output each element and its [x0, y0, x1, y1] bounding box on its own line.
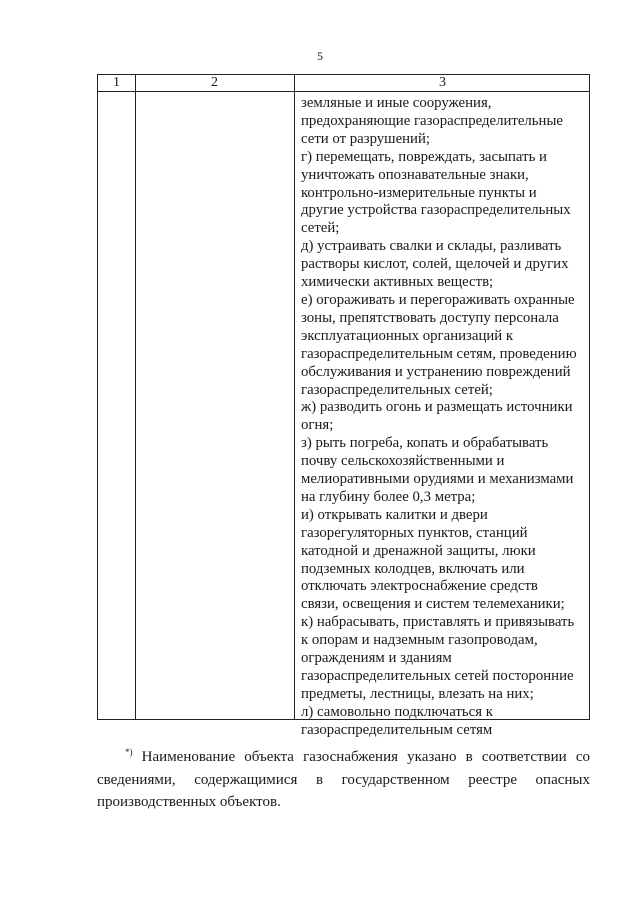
footnote-line-2: сведениями, содержащимися в государственном реестре опасных — [97, 771, 590, 788]
table-text-line: е) огораживать и перегораживать охранные — [301, 291, 575, 308]
footnote-line-3: производственных объектов. — [97, 794, 281, 810]
table-header-row — [98, 75, 589, 92]
table-text-line: к опорам и надземным газопроводам, — [301, 632, 538, 649]
table-text-line: зоны, препятствовать доступу персонала — [301, 309, 559, 326]
table-text-line: уничтожать опознавательные знаки, — [301, 166, 529, 183]
table-text-line: огня; — [301, 417, 334, 434]
table-text-line: катодной и дренажной защиты, люки — [301, 542, 536, 559]
table-text-line: сетей; — [301, 220, 340, 237]
table-text-line: ж) разводить огонь и размещать источники — [301, 399, 573, 416]
table-text-line: газорегуляторных пунктов, станций — [301, 524, 528, 541]
table-text-line: к) набрасывать, приставлять и привязывать — [301, 614, 575, 631]
table-text-line: эксплуатационных организаций к — [301, 327, 514, 344]
table-text-line: обслуживания и устранению повреждений — [301, 363, 571, 380]
table-text-line: другие устройства газораспределительных — [301, 202, 571, 219]
table-text-line: связи, освещения и систем телемеханики; — [301, 596, 565, 613]
table-text-line: растворы кислот, солей, щелочей и других — [301, 256, 569, 273]
table-text-line: отключать электроснабжение средств — [301, 578, 538, 595]
column-3-text — [301, 95, 585, 740]
footnote — [97, 741, 590, 814]
column-header-1: 1 — [113, 75, 120, 90]
column-header-2: 2 — [211, 75, 218, 90]
table-text-line: предметы, лестницы, влезать на них; — [301, 685, 534, 702]
column-divider — [135, 75, 136, 719]
table-text-line: почву сельскохозяйственными и — [301, 453, 505, 470]
table-text-line: предохраняющие газораспределительные — [301, 112, 563, 129]
footnote-text-1: Наименование объекта газоснабжения указано в соответствии со — [141, 749, 590, 765]
table-text-line: г) перемещать, повреждать, засыпать и — [301, 148, 547, 165]
table-text-line: газораспределительных сетей посторонние — [301, 668, 574, 684]
table-text-line: земляные и иные сооружения, — [301, 95, 492, 111]
table-text-line: химически активных веществ; — [301, 274, 494, 291]
page-number: 5 — [317, 49, 323, 63]
table-text-line: л) самовольно подключаться к — [301, 703, 493, 720]
table-text-line: и) открывать калитки и двери — [301, 506, 488, 523]
table-text-line: ограждениям и зданиям — [301, 650, 452, 667]
document-table — [97, 74, 590, 738]
table-text-line: контрольно-измерительные пункты и — [301, 184, 537, 201]
table-text-line: газораспределительных сетей; — [301, 381, 493, 398]
table-text-line: з) рыть погреба, копать и обрабатывать — [301, 435, 549, 452]
table-text-line: д) устраивать свалки и склады, разливать — [301, 238, 562, 255]
table-text-line: мелиоративными орудиями и механизмами — [301, 471, 574, 488]
column-header-3: 3 — [439, 75, 446, 90]
footnote-line-1 — [97, 741, 590, 769]
table-text-line: газораспределительным сетям, проведению — [301, 345, 577, 362]
table-text-line: на глубину более 0,3 метра; — [301, 488, 476, 505]
column-divider — [294, 75, 295, 719]
table-text-line: газораспределительным сетям — [301, 721, 493, 738]
footnote-marker: *) — [125, 747, 133, 757]
table-text-line: подземных колодцев, включать или — [301, 560, 525, 577]
table-text-line: сети от разрушений; — [301, 130, 431, 147]
